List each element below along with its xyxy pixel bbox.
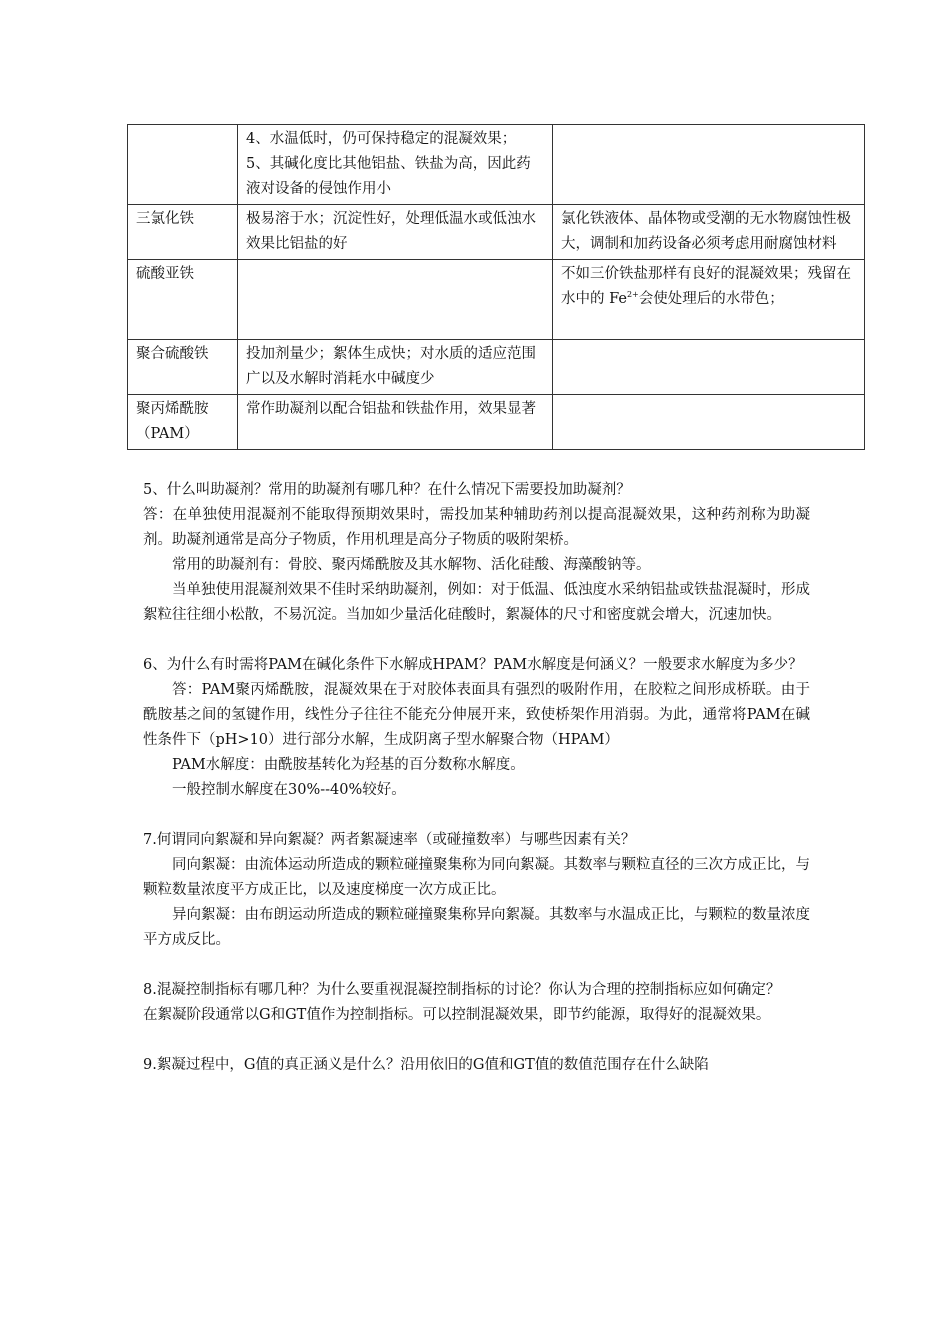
q9-question: 9.絮凝过程中，G值的真正涵义是什么？沿用依旧的G值和GT值的数值范围存在什么缺陷: [143, 1057, 709, 1073]
table-cell-note: [553, 260, 865, 340]
qa-section: [143, 478, 810, 1078]
q8-answer: 在絮凝阶段通常以G和GT值作为控制指标。可以控制混凝效果，即节约能源，取得好的混凝效果。: [143, 1007, 771, 1023]
note-text-b: 会使处理后的水带色；: [638, 291, 784, 307]
table-cell-name: 聚丙烯酰胺（PAM）: [128, 395, 238, 450]
q6-answer-definition: PAM水解度：由酰胺基转化为羟基的百分数称水解度。: [172, 757, 525, 773]
table-cell-advantage: [238, 260, 553, 340]
table-cell-advantage: 4、水温低时，仍可保持稳定的混凝效果； 5、其碱化度比其他铝盐、铁盐为高，因此药液对设备的侵蚀作用小: [238, 125, 553, 205]
table-cell-name: 聚合硫酸铁: [128, 340, 238, 395]
q6-answer: 答：PAM聚丙烯酰胺，混凝效果在于对胶体表面具有强烈的吸附作用，在胶粒之间形成桥联。由于酰胺基之间的氢键作用，线性分子往往不能充分伸展开来，致使桥架作用消弱。为此，通常将PAM在碱性条件下（pH>10）进行部分水解，生成阴离子型水解聚合物（HPAM）: [143, 682, 810, 748]
table-row: [128, 205, 865, 260]
coagulant-table: [127, 124, 865, 450]
table-cell-name: 三氯化铁: [128, 205, 238, 260]
q7-answer-perikinetic: 异向絮凝：由布朗运动所造成的颗粒碰撞聚集称异向絮凝。其数率与水温成正比，与颗粒的数量浓度平方成反比。: [143, 907, 810, 948]
q6-question: 6、为什么有时需将PAM在碱化条件下水解成HPAM？PAM水解度是何涵义？一般要求水解度为多少？: [143, 657, 803, 673]
table-cell-advantage: 常作助凝剂以配合铝盐和铁盐作用，效果显著: [238, 395, 553, 450]
q5-question: 5、什么叫助凝剂？常用的助凝剂有哪几种？在什么情况下需要投加助凝剂？: [143, 482, 631, 498]
q7-question: 7.何谓同向絮凝和异向絮凝？两者絮凝速率（或碰撞数率）与哪些因素有关？: [143, 832, 636, 848]
table-cell-name: 硫酸亚铁: [128, 260, 238, 340]
table-row: [128, 395, 865, 450]
table-cell-advantage: 极易溶于水；沉淀性好，处理低温水或低浊水效果比铝盐的好: [238, 205, 553, 260]
table-cell-note: [553, 395, 865, 450]
q6-answer-range: 一般控制水解度在30%--40%较好。: [172, 782, 406, 798]
q5-answer-aids: 常用的助凝剂有：骨胶、聚丙烯酰胺及其水解物、活化硅酸、海藻酸钠等。: [172, 557, 651, 573]
q7-answer-orthokinetic: 同向絮凝：由流体运动所造成的颗粒碰撞聚集称为同向絮凝。其数率与颗粒直径的三次方成正比，与颗粒数量浓度平方成正比，以及速度梯度一次方成正比。: [143, 857, 810, 898]
q5-answer: 答：在单独使用混凝剂不能取得预期效果时，需投加某种辅助药剂以提高混凝效果，这种药剂称为助凝剂。助凝剂通常是高分子物质，作用机理是高分子物质的吸附架桥。: [143, 507, 810, 548]
table-cell-note: [553, 125, 865, 205]
table-cell-advantage: 投加剂量少；絮体生成快；对水质的适应范围广以及水解时消耗水中碱度少: [238, 340, 553, 395]
table-row: [128, 260, 865, 340]
table-row: [128, 125, 865, 205]
table-cell-note: [553, 340, 865, 395]
table-cell-note: 氯化铁液体、晶体物或受潮的无水物腐蚀性极大，调制和加药设备必须考虑用耐腐蚀材料: [553, 205, 865, 260]
ion-charge: 2+: [626, 290, 639, 300]
q8-question: 8.混凝控制指标有哪几种？为什么要重视混凝控制指标的讨论？你认为合理的控制指标应如何确定？: [143, 982, 781, 998]
q5-answer-when: 当单独使用混凝剂效果不佳时采纳助凝剂，例如：对于低温、低浊度水采纳铝盐或铁盐混凝时，形成絮粒往往细小松散，不易沉淀。当加如少量活化硅酸时，絮凝体的尺寸和密度就会增大，沉速加快。: [143, 582, 810, 623]
note-text-a: 不如三价铁盐那样有良好的混凝效果；残留在水中的 Fe: [561, 266, 851, 307]
table-cell-name: [128, 125, 238, 205]
table-row: [128, 340, 865, 395]
